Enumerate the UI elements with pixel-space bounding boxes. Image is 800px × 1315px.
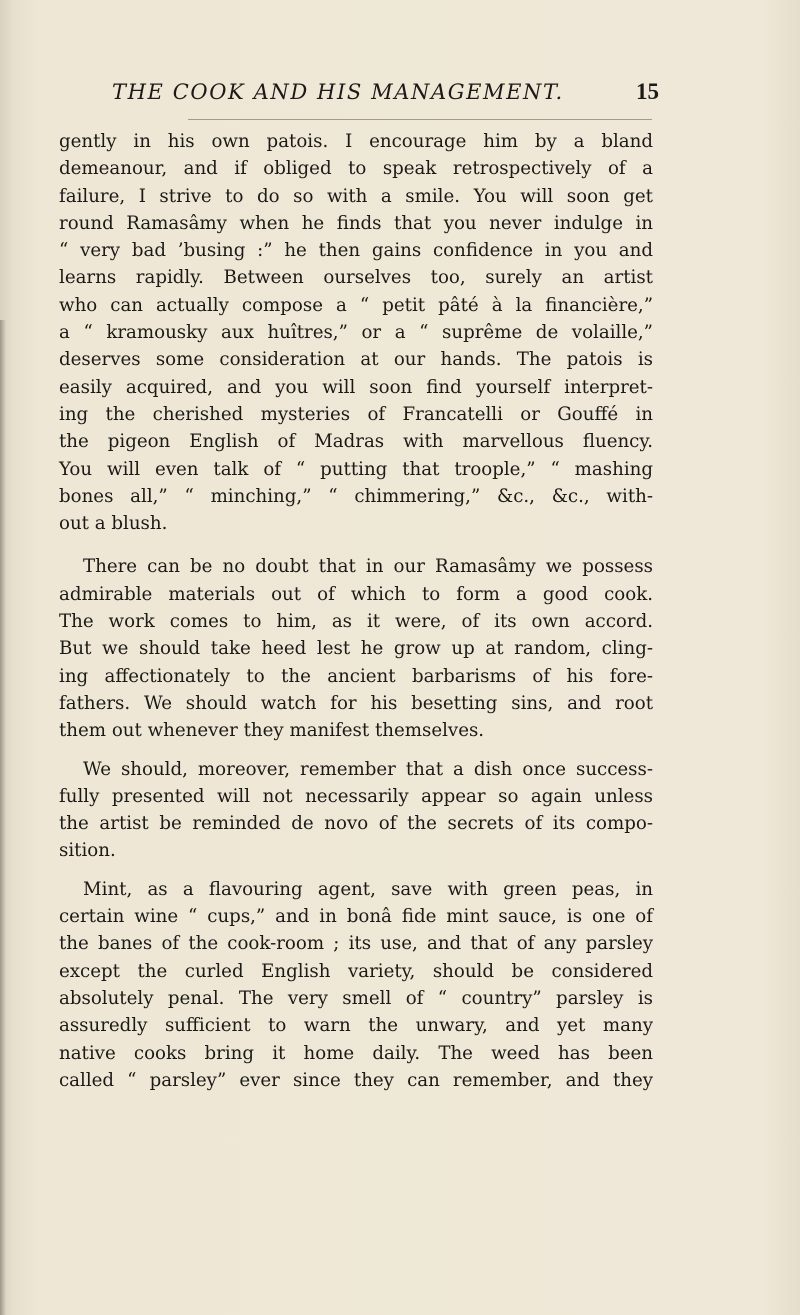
text-line: except the curled English variety, should be considered: [59, 960, 653, 982]
text-line: ing affectionately to the ancient barbarisms of his fore-: [59, 665, 653, 687]
text-line: assuredly sufficient to warn the unwary, and yet many: [59, 1015, 653, 1037]
text-line: failure, I strive to do so with a smile. You will soon get: [59, 185, 653, 207]
paragraph-4: [59, 876, 653, 1094]
paragraph-1: [59, 128, 653, 537]
text-line: The work comes to him, as it were, of its own accord.: [59, 611, 653, 633]
text-line: easily acquired, and you will soon find yourself interpret-: [59, 376, 653, 398]
body-text: [59, 128, 653, 1094]
page-header: [0, 72, 800, 112]
text-line: You will even talk of “ putting that troople,” “ mashing: [59, 458, 653, 480]
paragraph-2: [59, 553, 653, 744]
text-line: fully presented will not necessarily appear so again unless: [59, 785, 653, 807]
text-line: certain wine “ cups,” and in bonâ fide mint sauce, is one of: [59, 906, 653, 928]
text-line: the artist be reminded de novo of the secrets of its compo-: [59, 813, 653, 835]
text-line: “ very bad ’busing :” he then gains confidence in you and: [59, 240, 653, 262]
text-line: the banes of the cook-room ; its use, and that of any parsley: [59, 933, 653, 955]
binding-shadow: [0, 320, 6, 1315]
text-line: out a blush.: [59, 513, 168, 535]
text-line: gently in his own patois. I encourage him by a bland: [59, 131, 653, 152]
page-number: 15: [636, 79, 659, 104]
text-line: But we should take heed lest he grow up at random, cling-: [59, 638, 653, 660]
text-line: them out whenever they manifest themselves.: [59, 720, 485, 742]
text-line: who can actually compose a “ petit pâté à la financière,”: [59, 294, 653, 316]
text-line: Mint, as a flavouring agent, save with green peas, in: [83, 878, 653, 900]
text-line: bones all,” “ minching,” “ chimmering,” &c., &c., with-: [59, 485, 653, 507]
text-line: learns rapidly. Between ourselves too, surely an artist: [59, 267, 653, 289]
text-line: called “ parsley” ever since they can remember, and they: [59, 1069, 653, 1091]
paragraph-3: [59, 756, 653, 865]
text-line: a “ kramousky aux huîtres,” or a “ suprême de volaille,”: [59, 322, 653, 344]
text-line: the pigeon English of Madras with marvellous fluency.: [59, 431, 653, 453]
text-line: There can be no doubt that in our Ramasâmy we possess: [83, 556, 653, 578]
running-title: THE COOK AND HIS MANAGEMENT.: [112, 80, 564, 104]
text-line: ing the cherished mysteries of Francatelli or Gouffé in: [59, 403, 653, 425]
text-line: native cooks bring it home daily. The weed has been: [59, 1042, 653, 1064]
text-line: We should, moreover, remember that a dish once success-: [83, 758, 653, 780]
text-line: absolutely penal. The very smell of “ country” parsley is: [59, 987, 653, 1009]
text-line: sition.: [59, 840, 116, 862]
text-line: deserves some consideration at our hands. The patois is: [59, 349, 653, 371]
text-line: round Ramasâmy when he finds that you never indulge in: [59, 212, 653, 234]
text-line: fathers. We should watch for his besetting sins, and root: [59, 692, 653, 714]
header-rule: [188, 119, 652, 120]
text-line: demeanour, and if obliged to speak retrospectively of a: [59, 158, 653, 180]
text-line: admirable materials out of which to form a good cook.: [59, 583, 653, 605]
